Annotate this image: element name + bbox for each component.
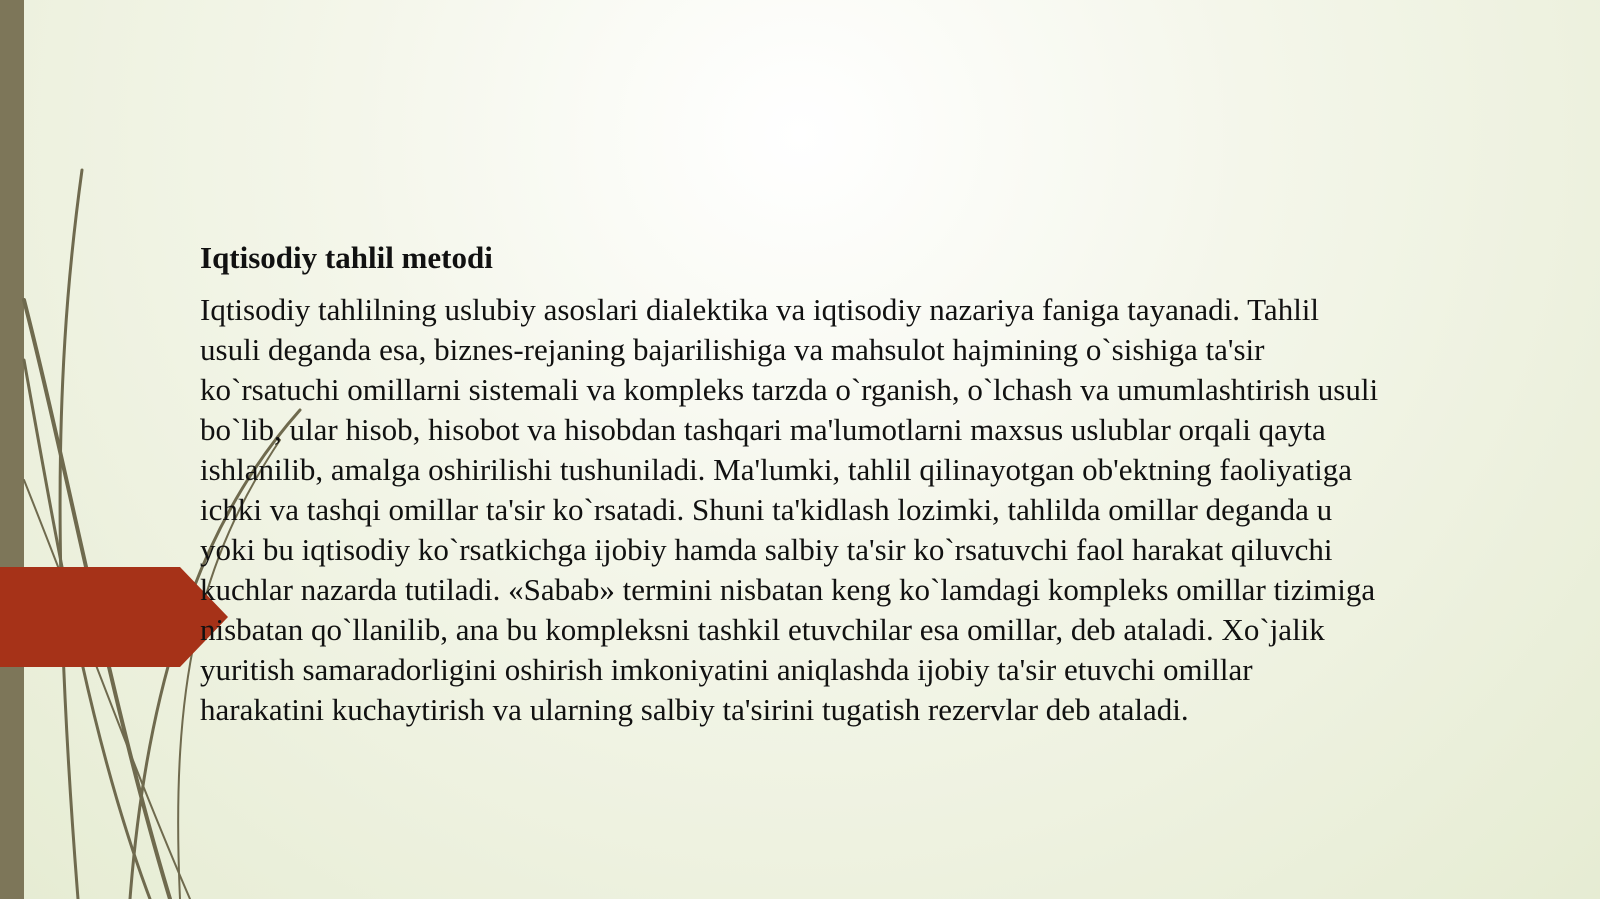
red-arrow-shape xyxy=(0,567,228,667)
slide-title: Iqtisodiy tahlil metodi xyxy=(200,240,493,275)
slide-content xyxy=(200,238,1380,730)
slide-body-text: Iqtisodiy tahlilning uslubiy asoslari dialektika va iqtisodiy nazariya faniga tayanadi. Tahlil usuli deganda esa, biznes-rejaning bajarilishiga va mahsulot hajmining o`sishiga ta'sir ko`rsatuchi omillarni sistemali va kompleks tarzda o`rganish, o`lchash va umumlashtirish usuli bo`lib, ular hisob, hisobot va hisobdan tashqari ma'lumotlarni maxsus uslublar orqali qayta ishlanilib, amalga oshirilishi tushuniladi. Ma'lumki, tahlil qilinayotgan ob'ektning faoliyatiga ichki va tashqi omillar ta'sir ko`rsatadi. Shuni ta'kidlash lozimki, tahlilda omillar deganda u yoki bu iqtisodiy ko`rsatkichga ijobiy hamda salbiy ta'sir ko`rsatuvchi faol harakat qiluvchi kuchlar nazarda tutiladi. «Sabab» termini nisbatan keng ko`lamdagi kompleks omillar tizimiga nisbatan qo`llanilib, ana bu kompleksni tashkil etuvchilar esa omillar, deb ataladi. Xo`jalik yuritish samaradorligini oshirish imkoniyatini aniqlashda ijobiy ta'sir etuvchi omillar harakatini kuchaytirish va ularning salbiy ta'sirini tugatish rezervlar deb ataladi. xyxy=(200,292,1379,727)
decor-stroke xyxy=(24,480,190,899)
